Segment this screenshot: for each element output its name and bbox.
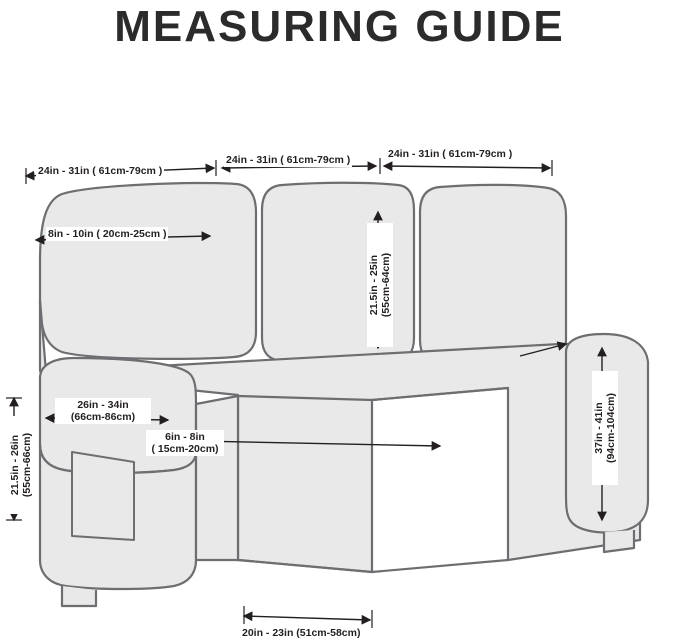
backrest-right <box>420 185 566 365</box>
label-armrest-width <box>146 430 224 456</box>
label-armrest-height-line2: (55cm-66cm) <box>21 432 33 498</box>
label-total-depth <box>592 371 618 485</box>
label-backrest-height <box>367 223 393 347</box>
label-armrest-width-line1: 6in - 8in <box>165 431 205 443</box>
label-armrest-length <box>55 398 151 424</box>
page-title: MEASURING GUIDE <box>114 2 565 51</box>
seat-cushion-left <box>196 396 238 560</box>
label-armrest-length-line1: 26in - 34in <box>77 399 129 411</box>
label-backrest-height-line2: (55cm-64cm) <box>380 252 392 318</box>
arrow-backrest-width-right <box>384 166 550 168</box>
label-backrest-height-line1: 21.5in - 25in <box>368 254 380 316</box>
backrest-left <box>40 183 256 359</box>
arrow-seat-width <box>244 616 370 620</box>
leg-right <box>604 530 634 552</box>
armrest-left-panel <box>72 452 134 540</box>
label-backrest-width-left: 24in - 31in ( 61cm-79cm ) <box>38 165 163 177</box>
label-headrest-depth: 8in - 10in ( 20cm-25cm ) <box>48 228 167 240</box>
sofa-outline <box>40 183 648 606</box>
label-total-depth-line2: (94cm-104cm) <box>605 392 617 464</box>
label-armrest-width-line2: ( 15cm-20cm) <box>151 443 219 455</box>
label-armrest-height-line1: 21.5in - 26in <box>9 434 21 496</box>
label-armrest-height <box>8 416 34 514</box>
label-backrest-width-center: 24in - 31in ( 61cm-79cm ) <box>226 154 351 166</box>
label-total-depth-line1: 37in - 41in <box>593 402 605 454</box>
label-seat-width: 20in - 23in (51cm-58cm) <box>242 627 361 639</box>
label-armrest-length-line2: (66cm-86cm) <box>70 411 136 423</box>
label-backrest-width-right: 24in - 31in ( 61cm-79cm ) <box>388 148 513 160</box>
